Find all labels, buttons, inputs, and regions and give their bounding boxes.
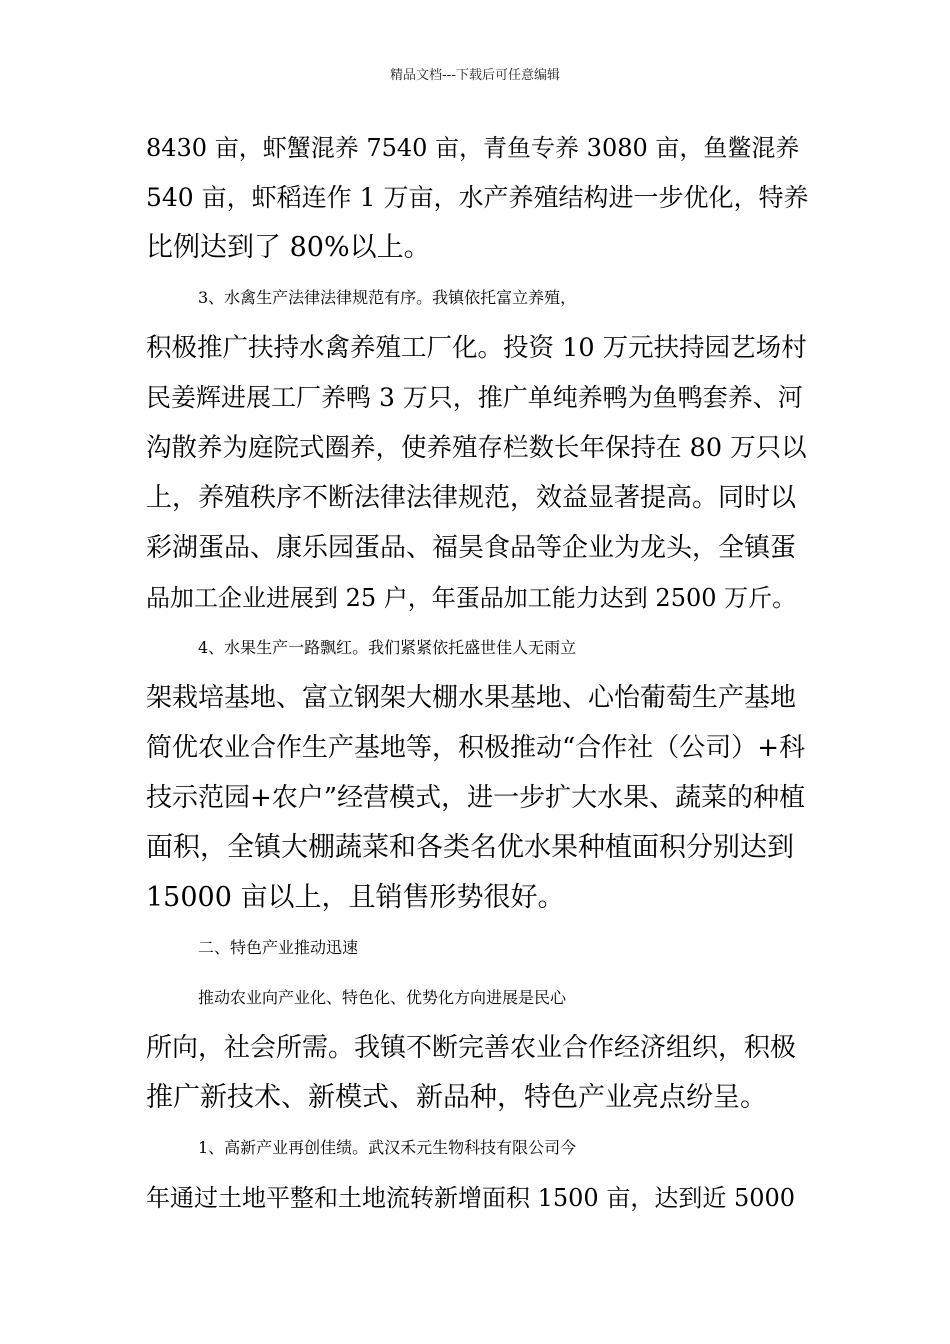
text-line: 积极推广扶持水禽养殖工厂化。投资 10 万元扶持园艺场村 [146,333,807,363]
text-line: 沟散养为庭院式圈养，使养殖存栏数长年保持在 80 万只以 [146,433,807,463]
text-line: 15000 亩以上，且销售形势很好。 [146,882,565,913]
text-line: 推动农业向产业化、特色化、优势化方向进展是民心 [198,988,567,1007]
text-line: 上，养殖秩序不断法律法律规范，效益显著提高。同时以 [146,483,797,513]
text-line: 4、水果生产一路飘红。我们紧紧依托盛世佳人无雨立 [198,638,577,657]
text-line: 架栽培基地、富立钢架大棚水果基地、心怡葡萄生产基地 [146,683,797,713]
text-line: 面积，全镇大棚蔬菜和各类名优水果种植面积分别达到 [146,832,794,863]
text-line: 推广新技术、新模式、新品种，特色产业亮点纷呈。 [146,1082,767,1113]
text-line: 3、水禽生产法律法律规范有序。我镇依托富立养殖， [198,288,577,307]
text-line: 品加工企业进展到 25 户，年蛋品加工能力达到 2500 万斤。 [146,584,797,612]
text-line: 技示范园+农户”经营模式，进一步扩大水果、蔬菜的种植 [146,783,806,813]
text-line: 1、高新产业再创佳绩。武汉禾元生物科技有限公司今 [198,1138,577,1157]
text-line: 民姜辉进展工厂养鸭 3 万只，推广单纯养鸭为鱼鸭套养、河 [146,383,803,412]
text-line: 简优农业合作生产基地等，积极推动“合作社（公司）+科 [146,733,806,763]
text-line: 540 亩，虾稻连作 1 万亩，水产养殖结构进一步优化，特养 [146,183,809,212]
text-line: 年通过土地平整和土地流转新增面积 1500 亩，达到近 5000 [146,1184,796,1212]
text-line: 比例达到了 80%以上。 [146,232,431,263]
text-line: 8430 亩，虾蟹混养 7540 亩，青鱼专养 3080 亩，鱼鳖混养 [146,134,800,162]
text-line: 彩湖蛋品、康乐园蛋品、福昊食品等企业为龙头，全镇蛋 [146,533,797,563]
section-heading: 二、特色产业推动迅速 [198,938,359,957]
page-header: 精品文档---下载后可任意编辑 [389,68,561,83]
text-line: 所向，社会所需。我镇不断完善农业合作经济组织，积极 [146,1033,797,1063]
